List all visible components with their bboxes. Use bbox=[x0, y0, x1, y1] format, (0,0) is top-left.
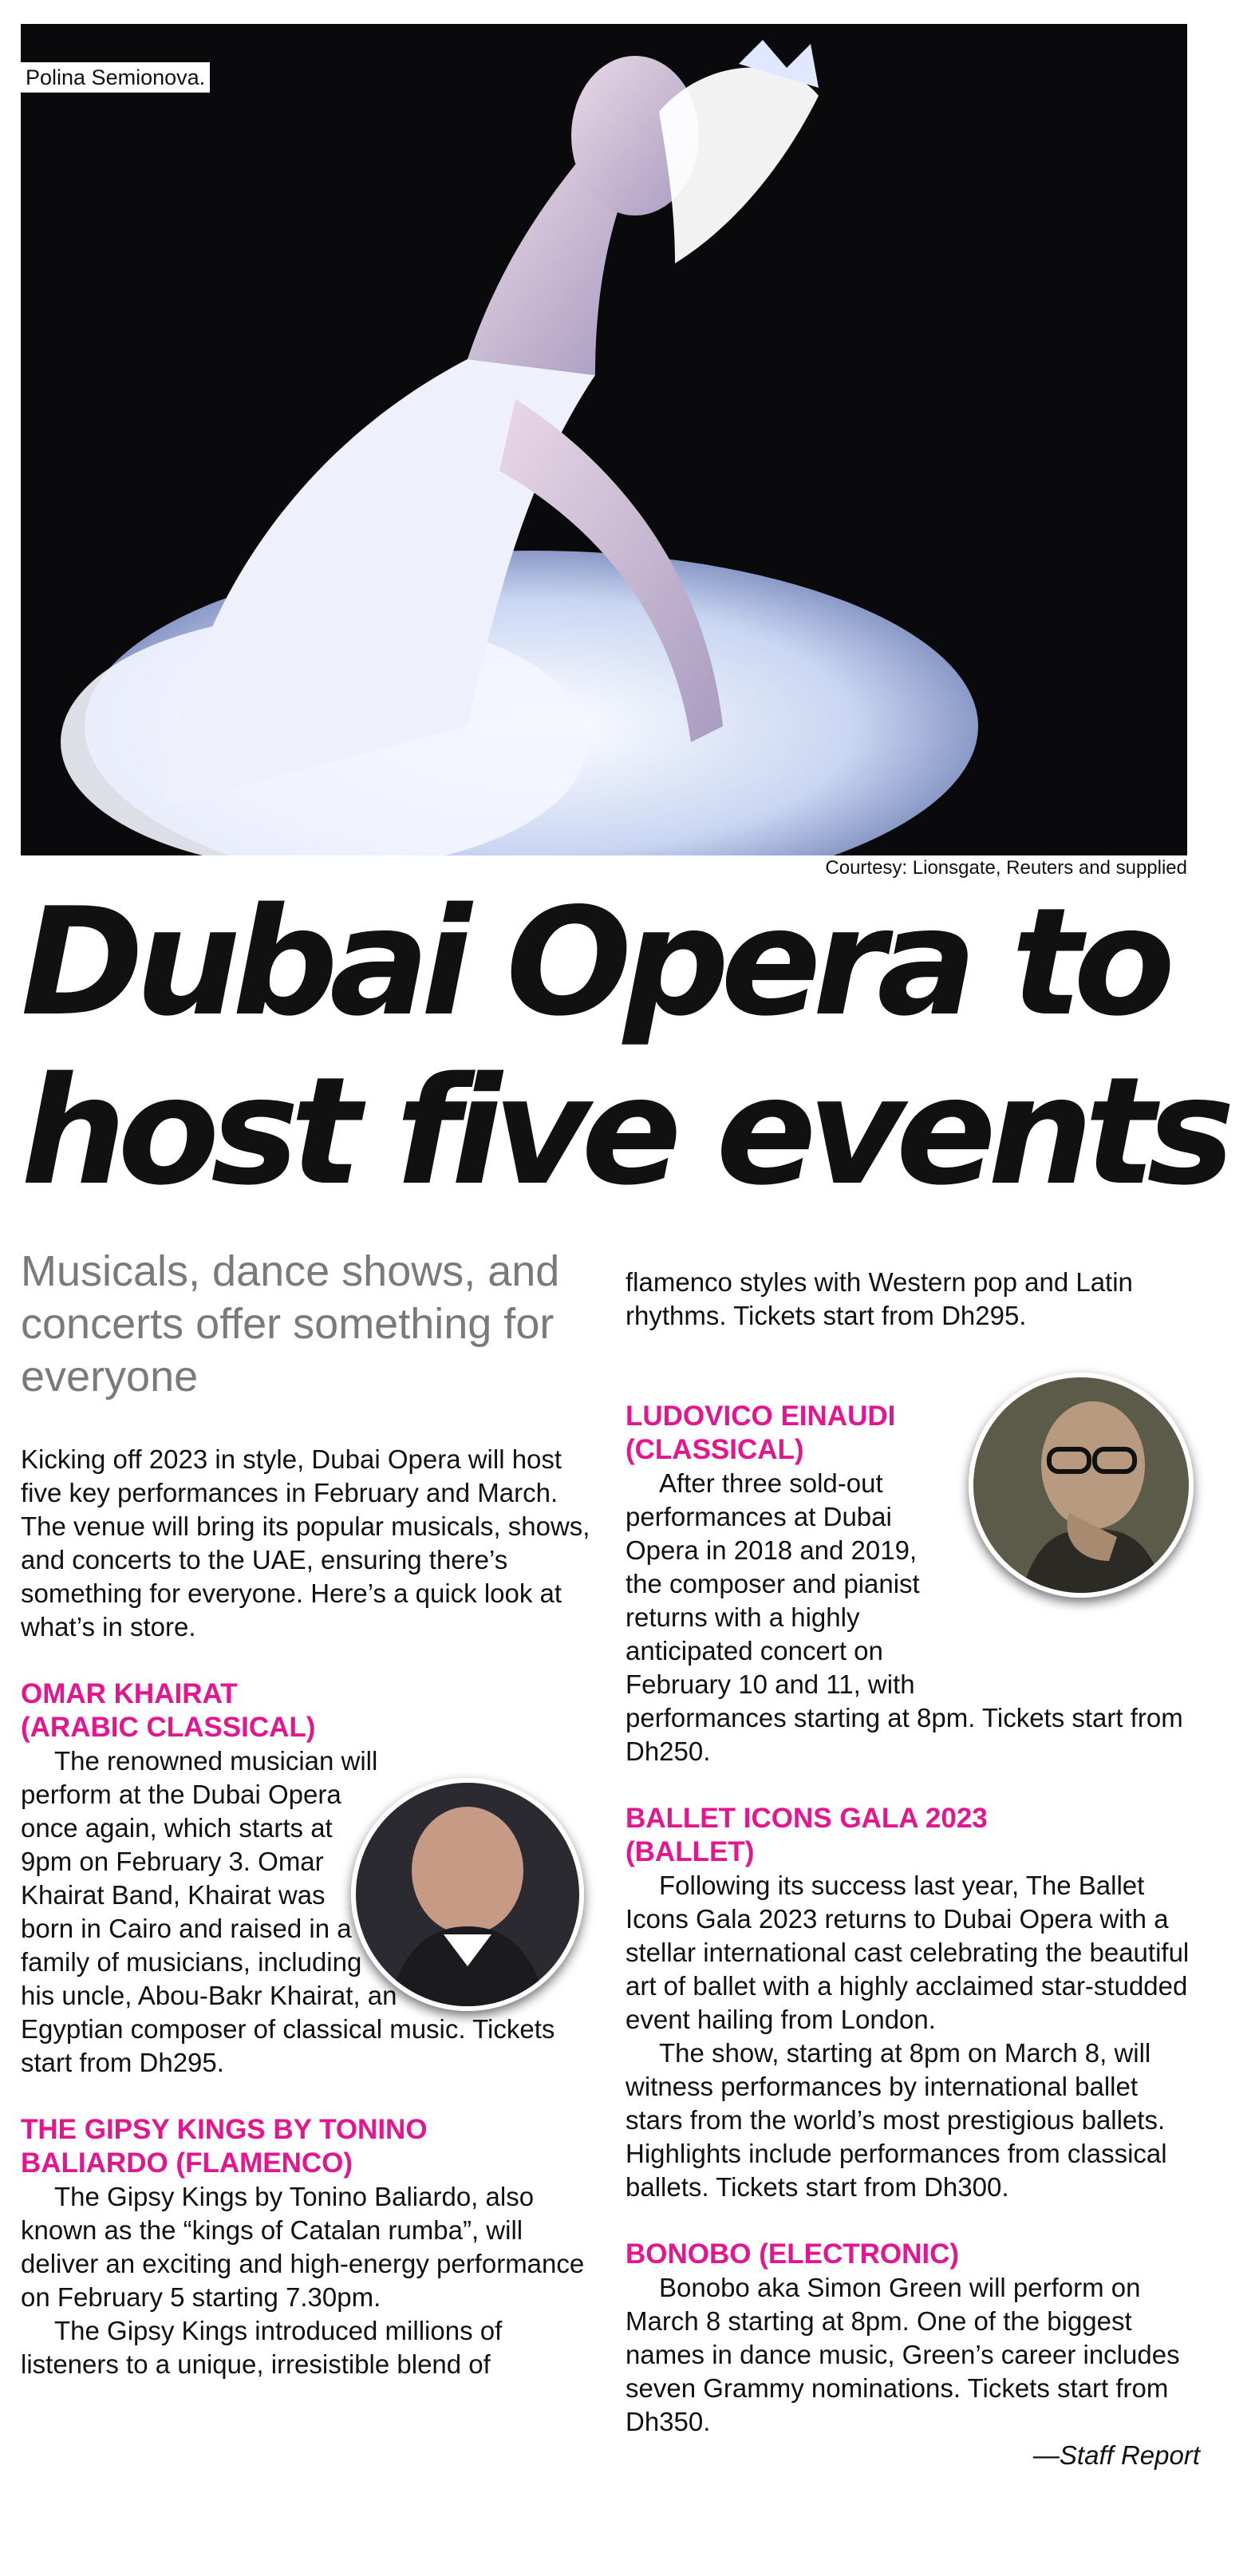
event-paragraph: Following its success last year, The Ballet Icons Gala 2023 returns to Dubai Opera with a stellar international cast celebrating the beautiful art of ballet with a highly acclaimed star-studded event hailing from London. bbox=[626, 1871, 1190, 2034]
event-paragraph: The renowned musician will perform at the Dubai Opera once again, which starts at 9pm on February 3. Omar Khairat Band, Khairat was born in Cairo and raised in a family of musicians, including his uncle, Abou-Bakr Khairat, an Egyptian composer of classical music. Tickets start from Dh295. bbox=[21, 1746, 555, 2077]
event-heading: BONOBO (ELECTRONIC) bbox=[626, 2238, 960, 2270]
event-ballet-icons-gala bbox=[626, 1802, 1200, 2204]
headline-line-1: Dubai Opera to bbox=[21, 875, 1167, 1049]
intro-paragraph: Kicking off 2023 in style, Dubai Opera will host five key performances in February and March. The venue will bring its popular musicals, shows, and concerts to the UAE, ensuring there’s something for everyone. Here’s a quick look at what’s in store. bbox=[21, 1444, 590, 1642]
continued-paragraph: flamenco styles with Western pop and Latin rhythms. Tickets start from Dh295. bbox=[626, 1267, 1133, 1330]
event-heading: LUDOVICO EINAUDI (CLASSICAL) bbox=[626, 1401, 896, 1465]
photo-credit: Courtesy: Lionsgate, Reuters and supplied bbox=[825, 857, 1187, 879]
ballerina-illustration bbox=[21, 24, 1187, 855]
portrait-ludovico-einaudi bbox=[969, 1373, 1194, 1598]
photo-caption: Polina Semionova. bbox=[21, 62, 210, 93]
headline bbox=[21, 875, 1233, 1218]
event-paragraph: The Gipsy Kings by Tonino Baliardo, also known as the “kings of Catalan rumba”, will deliver an exciting and high-energy performance on February 5 starting 7.30pm. bbox=[21, 2182, 585, 2312]
hero-photo bbox=[21, 24, 1187, 855]
event-gipsy-kings bbox=[21, 2113, 595, 2381]
portrait-omar-khairat bbox=[351, 1778, 584, 2011]
standfirst: Musicals, dance shows, and concerts offer something for everyone bbox=[21, 1247, 560, 1401]
event-paragraph: Bonobo aka Simon Green will perform on March 8 starting at 8pm. One of the biggest names in dance music, Green’s career includes seven Grammy nominations. Tickets start from Dh350. bbox=[626, 2273, 1180, 2436]
event-bonobo bbox=[626, 2238, 1200, 2472]
signoff: —Staff Report bbox=[1032, 2440, 1200, 2470]
event-heading: BALLET ICONS GALA 2023 (BALLET) bbox=[626, 1803, 988, 1867]
event-paragraph: After three sold-out performances at Dubai Opera in 2018 and 2019, the composer and pianist returns with a highly anticipated concert on February 10 and 11, with performances starting at 8pm. Tickets start from Dh250. bbox=[626, 1468, 1183, 1766]
event-heading: THE GIPSY KINGS BY TONINO BALIARDO (FLAMENCO) bbox=[21, 2114, 428, 2179]
event-heading: OMAR KHAIRAT (ARABIC CLASSICAL) bbox=[21, 1678, 316, 1743]
event-paragraph: The Gipsy Kings introduced millions of listeners to a unique, irresistible blend of bbox=[21, 2316, 503, 2379]
headline-line-2: host five events bbox=[21, 1045, 1226, 1218]
event-paragraph: The show, starting at 8pm on March 8, will witness performances by international ballet stars from the world’s most prestigious ballets. Highlights include performances from classical ballets. Tickets start from Dh300. bbox=[626, 2038, 1167, 2202]
